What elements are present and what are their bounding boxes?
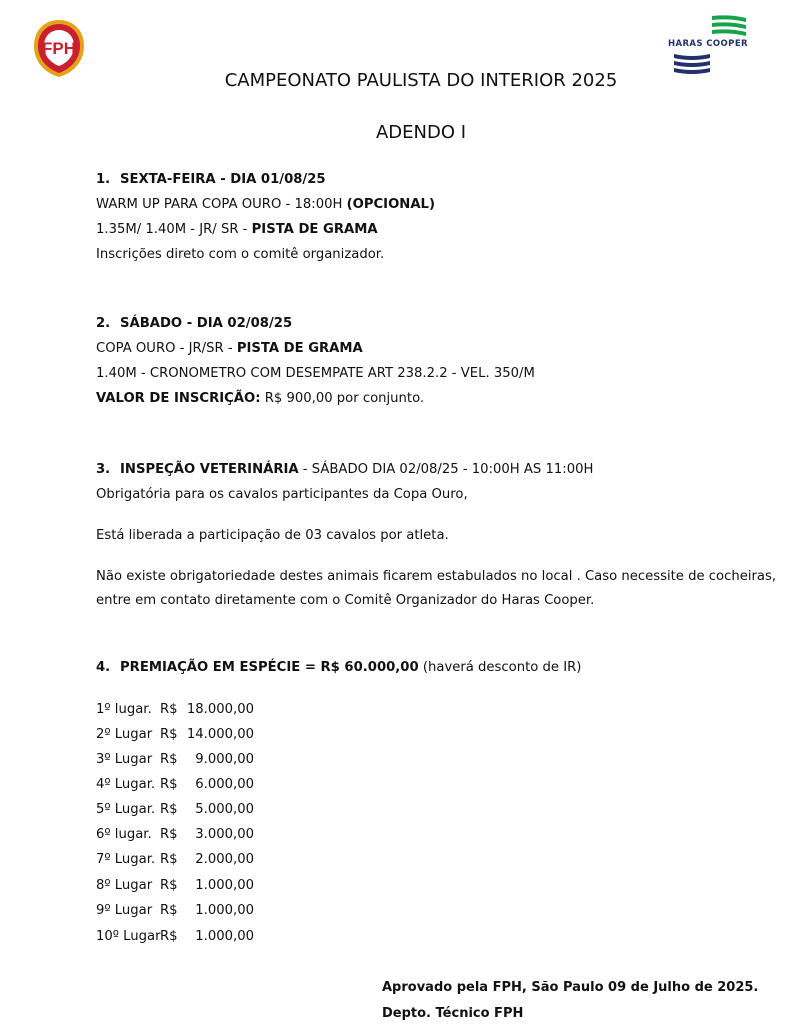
section-2-line-1: COPA OURO - JR/SR - PISTA DE GRAMA xyxy=(96,341,363,356)
prize-row: 6º lugar. R$ 3.000,00 xyxy=(96,827,254,842)
section-1-line-1: WARM UP PARA COPA OURO - 18:00H (OPCIONAL) xyxy=(96,197,435,212)
section-1-line-2: 1.35M/ 1.40M - JR/ SR - PISTA DE GRAMA xyxy=(96,222,378,237)
section-1-line-3: Inscrições direto com o comitê organizador. xyxy=(96,247,385,262)
section-2-heading: 2. SÁBADO - DIA 02/08/25 xyxy=(96,316,293,331)
prize-row: 9º Lugar R$ 1.000,00 xyxy=(96,903,254,918)
fph-logo-text: FPH xyxy=(42,39,76,58)
haras-cooper-logo xyxy=(668,14,758,78)
section-1-heading: 1. SEXTA-FEIRA - DIA 01/08/25 xyxy=(96,172,326,187)
department-signature: Depto. Técnico FPH xyxy=(382,1006,524,1021)
prize-row: 1º lugar. R$ 18.000,00 xyxy=(96,702,254,717)
section-4-heading: 4. PREMIAÇÃO EM ESPÉCIE = R$ 60.000,00 (haverá desconto de IR) xyxy=(96,660,582,675)
prize-row: 5º Lugar. R$ 5.000,00 xyxy=(96,802,254,817)
section-2-line-2: 1.40M - CRONOMETRO COM DESEMPATE ART 238.2.2 - VEL. 350/M xyxy=(96,366,535,381)
section-3-line-1: Obrigatória para os cavalos participantes da Copa Ouro, xyxy=(96,487,468,502)
section-3-line-2: Está liberada a participação de 03 cavalos por atleta. xyxy=(96,528,449,543)
section-3-line-3: Não existe obrigatoriedade destes animais ficarem estabulados no local . Caso necessite de cocheiras, xyxy=(96,569,777,584)
prize-row: 10º LugarR$ 1.000,00 xyxy=(96,929,254,944)
section-2-line-3: VALOR DE INSCRIÇÃO: R$ 900,00 por conjunto. xyxy=(96,391,425,406)
prize-row: 3º Lugar R$ 9.000,00 xyxy=(96,752,254,767)
document-subtitle: ADENDO I xyxy=(375,122,467,143)
prize-row: 2º Lugar R$ 14.000,00 xyxy=(96,727,254,742)
section-3-heading: 3. INSPEÇÃO VETERINÁRIA - SÁBADO DIA 02/08/25 - 10:00H AS 11:00H xyxy=(96,462,594,477)
approval-note: Aprovado pela FPH, São Paulo 09 de Julho de 2025. xyxy=(382,980,759,995)
haras-logo-text: HARAS COOPER xyxy=(668,39,748,49)
prize-row: 8º Lugar R$ 1.000,00 xyxy=(96,878,254,893)
document-title: CAMPEONATO PAULISTA DO INTERIOR 2025 xyxy=(224,70,618,91)
prize-row: 7º Lugar. R$ 2.000,00 xyxy=(96,852,254,867)
section-3-line-4: entre em contato diretamente com o Comitê Organizador do Haras Cooper. xyxy=(96,593,595,608)
prize-row: 4º Lugar. R$ 6.000,00 xyxy=(96,777,254,792)
